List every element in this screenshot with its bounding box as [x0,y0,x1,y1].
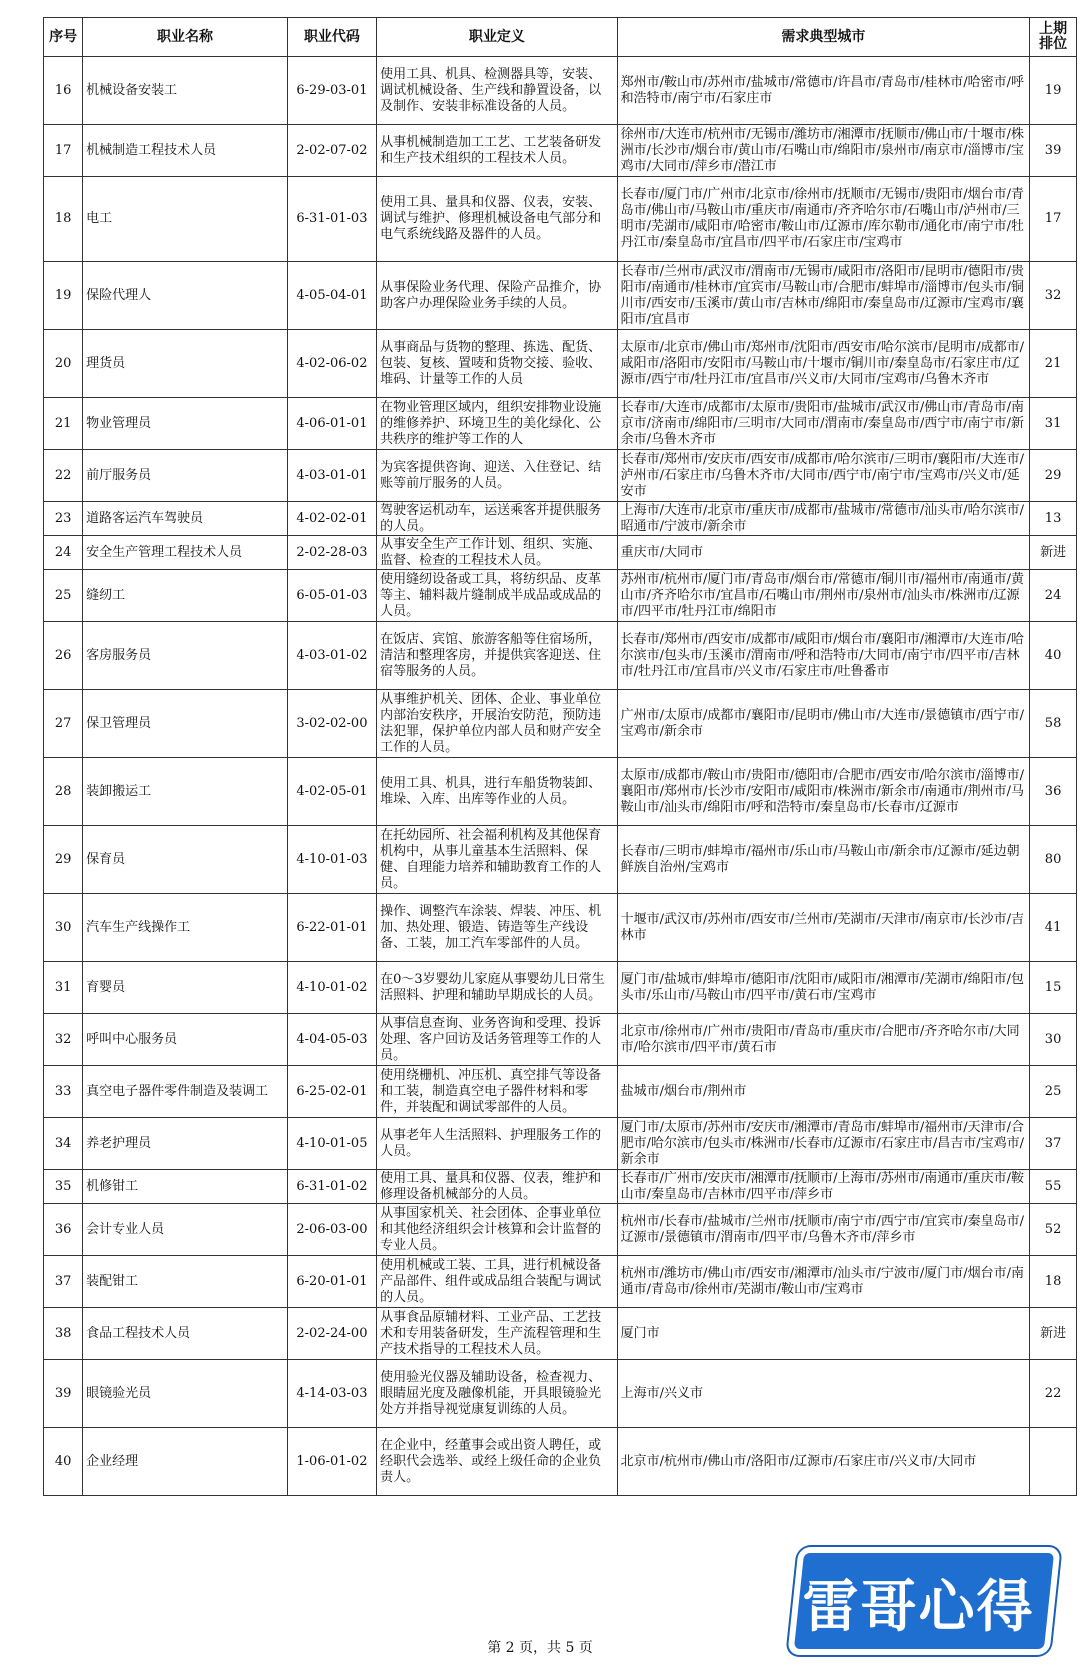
cell-occupation-name: 客房服务员 [83,622,288,690]
cell-occupation-code: 2-02-07-02 [287,125,376,177]
cell-typical-cities: 广州市/太原市/成都市/襄阳市/昆明市/佛山市/大连市/景德镇市/西宁市/宝鸡市/新余市 [617,690,1030,758]
cell-occupation-code: 2-02-28-03 [287,536,376,570]
table-row [44,1360,1077,1428]
cell-previous-rank: 58 [1030,690,1077,758]
cell-occupation-code: 4-03-01-01 [287,450,376,502]
cell-occupation-definition: 操作、调整汽车涂装、焊装、冲压、机加、热处理、锻造、铸造等生产线设备、工装，加工汽车零部件的人员。 [377,894,618,962]
cell-number: 40 [44,1428,83,1496]
cell-typical-cities: 重庆市/大同市 [617,536,1030,570]
cell-occupation-name: 机械制造工程技术人员 [83,125,288,177]
table-row [44,1256,1077,1308]
cell-occupation-definition: 在托幼园所、社会福利机构及其他保育机构中，从事儿童基本生活照料、保健、自理能力培养和辅助教育工作的人员。 [377,826,618,894]
cell-occupation-name: 电工 [83,177,288,262]
cell-typical-cities: 上海市/大连市/北京市/重庆市/成都市/盐城市/常德市/汕头市/哈尔滨市/昭通市/宁波市/新余市 [617,502,1030,536]
cell-previous-rank: 15 [1030,962,1077,1014]
cell-occupation-code: 6-25-02-01 [287,1066,376,1118]
cell-previous-rank: 80 [1030,826,1077,894]
cell-previous-rank: 41 [1030,894,1077,962]
cell-number: 20 [44,330,83,398]
cell-number: 29 [44,826,83,894]
cell-number: 33 [44,1066,83,1118]
cell-typical-cities: 十堰市/武汉市/苏州市/西安市/兰州市/芜湖市/天津市/南京市/长沙市/吉林市 [617,894,1030,962]
cell-occupation-name: 养老护理员 [83,1118,288,1170]
cell-previous-rank: 37 [1030,1118,1077,1170]
cell-number: 26 [44,622,83,690]
cell-typical-cities: 北京市/杭州市/佛山市/洛阳市/辽源市/石家庄市/兴义市/大同市 [617,1428,1030,1496]
cell-typical-cities: 长春市/郑州市/安庆市/西安市/成都市/哈尔滨市/三明市/襄阳市/大连市/泸州市/石家庄市/乌鲁木齐市/大同市/西宁市/南宁市/宝鸡市/兴义市/延安市 [617,450,1030,502]
cell-number: 31 [44,962,83,1014]
cell-number: 36 [44,1204,83,1256]
cell-occupation-code: 4-06-01-01 [287,398,376,450]
cell-typical-cities: 上海市/兴义市 [617,1360,1030,1428]
cell-occupation-definition: 从事食品原辅材料、工业产品、工艺技术和专用装备研发，生产流程管理和生产技术指导的工程技术人员。 [377,1308,618,1360]
cell-occupation-name: 物业管理员 [83,398,288,450]
header-typical-cities: 需求典型城市 [617,18,1030,57]
cell-previous-rank: 25 [1030,1066,1077,1118]
cell-typical-cities: 盐城市/烟台市/荆州市 [617,1066,1030,1118]
cell-previous-rank: 21 [1030,330,1077,398]
table-row [44,330,1077,398]
cell-number: 27 [44,690,83,758]
cell-typical-cities: 厦门市/盐城市/蚌埠市/德阳市/沈阳市/咸阳市/湘潭市/芜湖市/绵阳市/包头市/乐山市/马鞍山市/四平市/黄石市/宝鸡市 [617,962,1030,1014]
table-row [44,1170,1077,1204]
cell-typical-cities: 长春市/广州市/安庆市/湘潭市/抚顺市/上海市/苏州市/南通市/重庆市/鞍山市/秦皇岛市/吉林市/四平市/萍乡市 [617,1170,1030,1204]
cell-occupation-name: 保育员 [83,826,288,894]
cell-occupation-name: 会计专业人员 [83,1204,288,1256]
cell-occupation-code: 1-06-01-02 [287,1428,376,1496]
cell-typical-cities: 北京市/徐州市/广州市/贵阳市/青岛市/重庆市/合肥市/齐齐哈尔市/大同市/哈尔滨市/四平市/黄石市 [617,1014,1030,1066]
cell-previous-rank: 55 [1030,1170,1077,1204]
table-row [44,262,1077,330]
cell-occupation-definition: 从事保险业务代理、保险产品推介，协助客户办理保险业务手续的人员。 [377,262,618,330]
cell-typical-cities: 太原市/北京市/佛山市/郑州市/沈阳市/西安市/哈尔滨市/昆明市/成都市/咸阳市/洛阳市/安阳市/马鞍山市/十堰市/铜川市/秦皇岛市/石家庄市/辽源市/西宁市/牡丹江市/宜昌市/兴义市/大同市/宝鸡市/乌鲁木齐市 [617,330,1030,398]
cell-occupation-name: 装配钳工 [83,1256,288,1308]
cell-occupation-definition: 在物业管理区域内，组织安排物业设施的维修养护、环境卫生的美化绿化、公共秩序的维护等工作的人 [377,398,618,450]
table-row [44,1428,1077,1496]
cell-typical-cities: 苏州市/杭州市/厦门市/青岛市/烟台市/常德市/铜川市/福州市/南通市/黄山市/齐齐哈尔市/宜昌市/石嘴山市/荆州市/泉州市/汕头市/株洲市/辽源市/四平市/牡丹江市/绵阳市 [617,570,1030,622]
cell-occupation-name: 机械设备安装工 [83,57,288,125]
cell-occupation-code: 2-06-03-00 [287,1204,376,1256]
cell-number: 22 [44,450,83,502]
table-row [44,450,1077,502]
cell-previous-rank: 52 [1030,1204,1077,1256]
table-body [44,57,1077,1496]
table-row [44,826,1077,894]
cell-typical-cities: 长春市/大连市/成都市/太原市/贵阳市/盐城市/武汉市/佛山市/青岛市/南京市/济南市/绵阳市/三明市/大同市/渭南市/秦皇岛市/西宁市/南宁市/新余市/乌鲁木齐市 [617,398,1030,450]
cell-typical-cities: 杭州市/潍坊市/佛山市/西安市/湘潭市/汕头市/宁波市/厦门市/烟台市/南通市/青岛市/徐州市/芜湖市/鞍山市/宝鸡市 [617,1256,1030,1308]
occupation-table-sheet [43,17,1077,1496]
table-row [44,1014,1077,1066]
cell-occupation-code: 6-22-01-01 [287,894,376,962]
cell-occupation-definition: 从事信息查询、业务咨询和受理、投诉处理、客户回访及话务管理等工作的人员。 [377,1014,618,1066]
cell-previous-rank: 13 [1030,502,1077,536]
cell-occupation-code: 6-31-01-03 [287,177,376,262]
cell-occupation-definition: 在饭店、宾馆、旅游客船等住宿场所，清洁和整理客房，并提供宾客迎送、住宿等服务的人员。 [377,622,618,690]
cell-typical-cities: 厦门市 [617,1308,1030,1360]
cell-number: 35 [44,1170,83,1204]
cell-previous-rank: 17 [1030,177,1077,262]
cell-previous-rank: 30 [1030,1014,1077,1066]
cell-occupation-name: 呼叫中心服务员 [83,1014,288,1066]
cell-occupation-code: 6-31-01-02 [287,1170,376,1204]
table-row [44,758,1077,826]
cell-previous-rank: 新进 [1030,1308,1077,1360]
cell-occupation-name: 装卸搬运工 [83,758,288,826]
cell-occupation-definition: 使用工具、量具和仪器、仪表，维护和修理设备机械部分的人员。 [377,1170,618,1204]
table-row [44,1066,1077,1118]
cell-typical-cities: 厦门市/太原市/苏州市/安庆市/湘潭市/青岛市/蚌埠市/福州市/天津市/合肥市/哈尔滨市/包头市/株洲市/长春市/辽源市/石家庄市/昌吉市/宝鸡市/新余市 [617,1118,1030,1170]
cell-previous-rank [1030,1428,1077,1496]
cell-occupation-name: 道路客运汽车驾驶员 [83,502,288,536]
table-row [44,894,1077,962]
cell-occupation-definition: 使用绕栅机、冲压机、真空排气等设备和工装，制造真空电子器件材料和零件，并装配和调试零部件的人员。 [377,1066,618,1118]
cell-number: 17 [44,125,83,177]
cell-occupation-name: 缝纫工 [83,570,288,622]
table-row [44,1204,1077,1256]
cell-number: 19 [44,262,83,330]
cell-occupation-definition: 从事机械制造加工工艺、工艺装备研发和生产技术组织的工程技术人员。 [377,125,618,177]
cell-occupation-definition: 在0～3岁婴幼儿家庭从事婴幼儿日常生活照料、护理和辅助早期成长的人员。 [377,962,618,1014]
cell-occupation-definition: 为宾客提供咨询、迎送、入住登记、结账等前厅服务的人员。 [377,450,618,502]
cell-number: 18 [44,177,83,262]
cell-typical-cities: 杭州市/长春市/盐城市/兰州市/抚顺市/南宁市/西宁市/宜宾市/秦皇岛市/辽源市/景德镇市/渭南市/四平市/乌鲁木齐市/萍乡市 [617,1204,1030,1256]
cell-previous-rank: 40 [1030,622,1077,690]
cell-previous-rank: 22 [1030,1360,1077,1428]
cell-occupation-name: 眼镜验光员 [83,1360,288,1428]
cell-occupation-name: 企业经理 [83,1428,288,1496]
cell-occupation-code: 4-10-01-03 [287,826,376,894]
cell-occupation-definition: 驾驶客运机动车，运送乘客并提供服务的人员。 [377,502,618,536]
cell-number: 21 [44,398,83,450]
cell-occupation-definition: 使用工具、机具、检测器具等，安装、调试机械设备、生产线和静置设备，以及制作、安装非标准设备的人员。 [377,57,618,125]
cell-typical-cities: 郑州市/鞍山市/苏州市/盐城市/常德市/许昌市/青岛市/桂林市/哈密市/呼和浩特市/南宁市/石家庄市 [617,57,1030,125]
cell-previous-rank: 36 [1030,758,1077,826]
cell-number: 37 [44,1256,83,1308]
cell-occupation-definition: 使用机械或工装、工具，进行机械设备产品部件、组件或成品组合装配与调试的人员。 [377,1256,618,1308]
cell-occupation-code: 4-05-04-01 [287,262,376,330]
cell-number: 30 [44,894,83,962]
cell-typical-cities: 太原市/成都市/鞍山市/贵阳市/德阳市/合肥市/西安市/哈尔滨市/淄博市/襄阳市/郑州市/长沙市/安阳市/咸阳市/株洲市/新余市/南通市/荆州市/马鞍山市/汕头市/绵阳市/呼和浩特市/秦皇岛市/长春市/辽源市 [617,758,1030,826]
cell-occupation-code: 4-03-01-02 [287,622,376,690]
table-row [44,1308,1077,1360]
cell-number: 34 [44,1118,83,1170]
cell-occupation-code: 4-02-05-01 [287,758,376,826]
table-row [44,177,1077,262]
cell-occupation-definition: 使用验光仪器及辅助设备，检查视力、眼睛屈光度及融像机能，开具眼镜验光处方并指导视觉康复训练的人员。 [377,1360,618,1428]
cell-occupation-definition: 从事国家机关、社会团体、企事业单位和其他经济组织会计核算和会计监督的专业人员。 [377,1204,618,1256]
cell-occupation-code: 6-29-03-01 [287,57,376,125]
cell-occupation-definition: 在企业中，经董事会或出资人聘任，或经职代会选举、或经上级任命的企业负责人。 [377,1428,618,1496]
cell-occupation-code: 4-02-06-02 [287,330,376,398]
header-previous-rank: 上期排位 [1030,18,1077,57]
cell-occupation-definition: 从事维护机关、团体、企业、事业单位内部治安秩序，开展治安防范，预防违法犯罪，保护单位内部人员和财产安全工作的人员。 [377,690,618,758]
cell-occupation-definition: 从事老年人生活照料、护理服务工作的人员。 [377,1118,618,1170]
cell-number: 23 [44,502,83,536]
table-row [44,398,1077,450]
cell-number: 16 [44,57,83,125]
table-row [44,690,1077,758]
table-row [44,570,1077,622]
header-occupation-name: 职业名称 [83,18,288,57]
cell-occupation-name: 安全生产管理工程技术人员 [83,536,288,570]
cell-occupation-name: 保卫管理员 [83,690,288,758]
cell-number: 24 [44,536,83,570]
cell-occupation-definition: 使用工具、量具和仪器、仪表，安装、调试与维护、修理机械设备电气部分和电气系统线路及器件的人员。 [377,177,618,262]
cell-previous-rank: 24 [1030,570,1077,622]
cell-occupation-code: 4-14-03-03 [287,1360,376,1428]
cell-previous-rank: 18 [1030,1256,1077,1308]
cell-occupation-code: 4-02-02-01 [287,502,376,536]
cell-occupation-definition: 使用工具、机具，进行车船货物装卸、堆垛、入库、出库等作业的人员。 [377,758,618,826]
header-number: 序号 [44,18,83,57]
cell-previous-rank: 19 [1030,57,1077,125]
cell-typical-cities: 长春市/兰州市/武汉市/渭南市/无锡市/咸阳市/洛阳市/昆明市/德阳市/贵阳市/南通市/桂林市/宜宾市/马鞍山市/合肥市/蚌埠市/淄博市/包头市/铜川市/西安市/玉溪市/黄山市/吉林市/绵阳市/秦皇岛市/辽源市/宝鸡市/襄阳市/宜昌市 [617,262,1030,330]
cell-occupation-code: 6-20-01-01 [287,1256,376,1308]
table-header-row [44,18,1077,57]
cell-typical-cities: 长春市/厦门市/广州市/北京市/徐州市/抚顺市/无锡市/贵阳市/烟台市/青岛市/佛山市/马鞍山市/重庆市/南通市/齐齐哈尔市/石嘴山市/泸州市/三明市/芜湖市/咸阳市/哈密市/鞍山市/辽源市/库尔勒市/通化市/南宁市/牡丹江市/秦皇岛市/宜昌市/四平市/石家庄市/宝鸡市 [617,177,1030,262]
cell-occupation-name: 真空电子器件零件制造及装调工 [83,1066,288,1118]
cell-occupation-name: 育婴员 [83,962,288,1014]
cell-previous-rank: 新进 [1030,536,1077,570]
header-occupation-code: 职业代码 [287,18,376,57]
cell-occupation-code: 4-10-01-05 [287,1118,376,1170]
cell-occupation-code: 3-02-02-00 [287,690,376,758]
table-row [44,536,1077,570]
cell-occupation-definition: 使用缝纫设备或工具，将纺织品、皮革等主、辅料裁片缝制成半成品或成品的人员。 [377,570,618,622]
cell-previous-rank: 39 [1030,125,1077,177]
cell-number: 28 [44,758,83,826]
cell-previous-rank: 31 [1030,398,1077,450]
occupation-ranking-table [43,17,1077,1496]
cell-occupation-name: 理货员 [83,330,288,398]
cell-occupation-name: 机修钳工 [83,1170,288,1204]
cell-number: 39 [44,1360,83,1428]
cell-number: 32 [44,1014,83,1066]
cell-occupation-code: 4-04-05-03 [287,1014,376,1066]
table-row [44,57,1077,125]
cell-occupation-name: 前厅服务员 [83,450,288,502]
cell-previous-rank: 32 [1030,262,1077,330]
table-row [44,1118,1077,1170]
cell-typical-cities: 长春市/郑州市/西安市/成都市/咸阳市/烟台市/襄阳市/湘潭市/大连市/哈尔滨市/包头市/玉溪市/渭南市/呼和浩特市/大同市/南宁市/四平市/吉林市/牡丹江市/宜昌市/兴义市/石家庄市/吐鲁番市 [617,622,1030,690]
cell-typical-cities: 徐州市/大连市/杭州市/无锡市/潍坊市/湘潭市/抚顺市/佛山市/十堰市/株洲市/长沙市/烟台市/黄山市/石嘴山市/绵阳市/泉州市/南京市/淄博市/宝鸡市/大同市/萍乡市/潜江市 [617,125,1030,177]
cell-number: 38 [44,1308,83,1360]
cell-previous-rank: 29 [1030,450,1077,502]
cell-occupation-code: 4-10-01-02 [287,962,376,1014]
cell-occupation-definition: 从事商品与货物的整理、拣选、配货、包装、复核、置唛和货物交接、验收、堆码、计量等工作的人员 [377,330,618,398]
cell-occupation-name: 保险代理人 [83,262,288,330]
cell-occupation-code: 6-05-01-03 [287,570,376,622]
cell-occupation-name: 汽车生产线操作工 [83,894,288,962]
watermark-text: 雷哥心得 [802,1575,1035,1640]
table-row [44,502,1077,536]
table-row [44,125,1077,177]
cell-occupation-code: 2-02-24-00 [287,1308,376,1360]
cell-number: 25 [44,570,83,622]
cell-occupation-definition: 从事安全生产工作计划、组织、实施、监督、检查的工程技术人员。 [377,536,618,570]
cell-typical-cities: 长春市/三明市/蚌埠市/福州市/乐山市/马鞍山市/新余市/辽源市/延边朝鲜族自治州/宝鸡市 [617,826,1030,894]
page-footer: 第 2 页，共 5 页 [487,1640,593,1656]
table-row [44,962,1077,1014]
cell-occupation-name: 食品工程技术人员 [83,1308,288,1360]
header-occupation-definition: 职业定义 [377,18,618,57]
table-row [44,622,1077,690]
